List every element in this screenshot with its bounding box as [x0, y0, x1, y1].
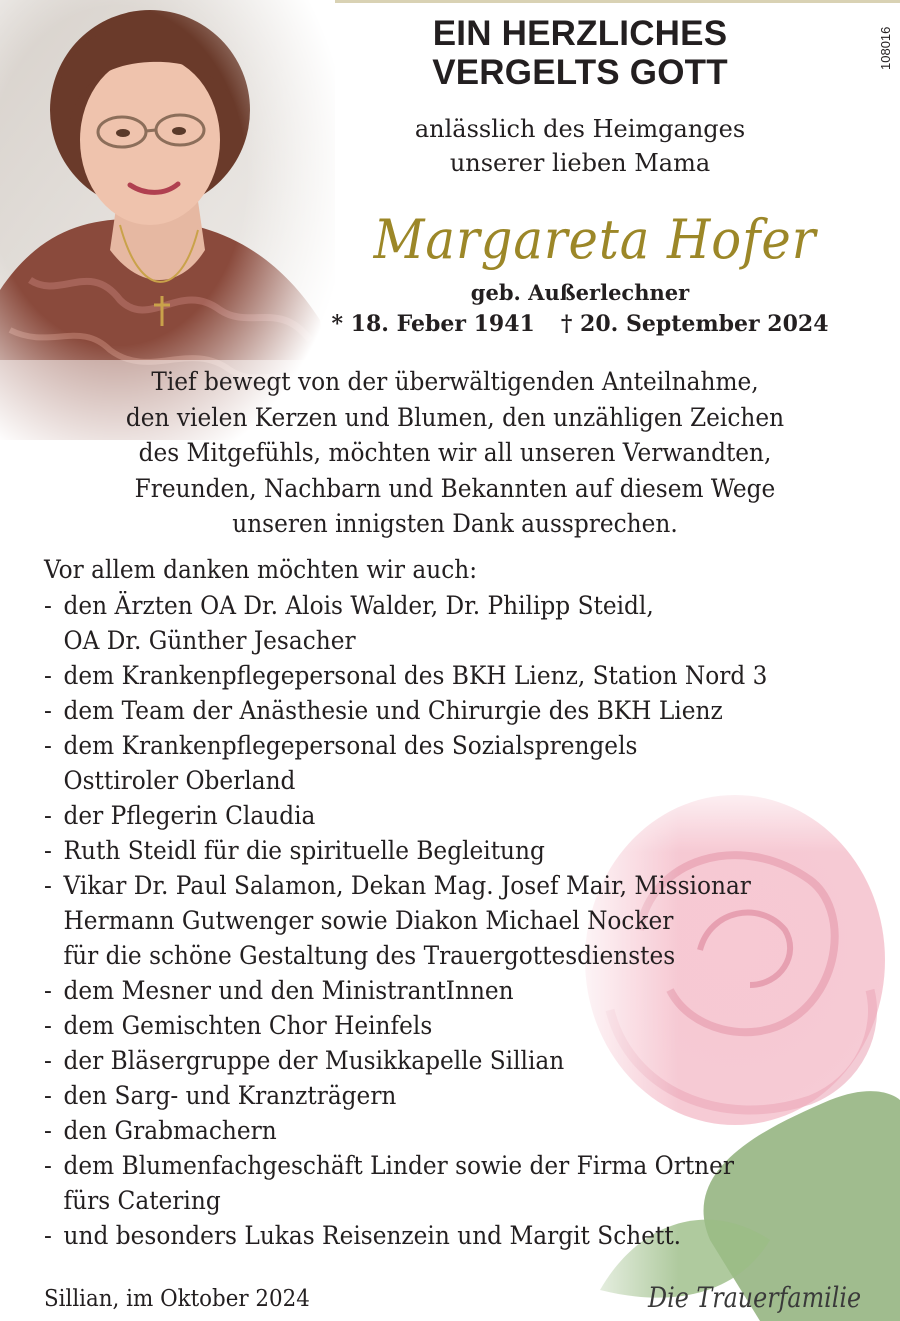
birth-name: geb. Außerlechner [470, 280, 690, 305]
list-item-line: dem Krankenpflegepersonal des Sozialsprengels [63, 731, 638, 760]
thanks-heading: Vor allem danken möchten wir auch: [44, 555, 478, 584]
list-item-line: dem Mesner und den MinistrantInnen [63, 976, 514, 1005]
list-item-line: der Bläsergruppe der Musikkapelle Sillian [63, 1046, 565, 1075]
place-date: Sillian, im Oktober 2024 [44, 1286, 310, 1312]
intro-line: Freunden, Nachbarn und Bekannten auf diesem Wege [134, 473, 776, 503]
list-dash: - [44, 1116, 52, 1145]
list-item-line: dem Blumenfachgeschäft Linder sowie der Firma Ortner [63, 1151, 735, 1180]
list-item [44, 973, 807, 1008]
list-item-line: Hermann Gutwenger sowie Diakon Michael Nocker [63, 906, 674, 935]
subline-line-2: unserer lieben Mama [449, 149, 711, 177]
list-item [44, 1113, 807, 1148]
list-item [44, 1043, 807, 1078]
list-dash: - [44, 836, 52, 865]
intro-line: unseren innigsten Dank aussprechen. [232, 509, 678, 538]
list-item [44, 1078, 807, 1113]
list-dash: - [44, 871, 52, 900]
list-item-line: der Pflegerin Claudia [63, 801, 316, 830]
intro-line: Tief bewegt von der überwältigenden Anteilnahme, [151, 367, 759, 396]
list-item-line: den Sarg- und Kranzträgern [63, 1081, 397, 1110]
intro-line: des Mitgefühls, möchten wir all unseren Verwandten, [138, 438, 772, 467]
headline [360, 14, 800, 92]
list-item [44, 658, 807, 693]
ad-code: 108016 [878, 26, 893, 70]
list-item-line: den Ärzten OA Dr. Alois Walder, Dr. Philipp Steidl, [63, 591, 654, 620]
headline-line-2: VERGELTS GOTT [432, 53, 728, 92]
list-dash: - [44, 801, 52, 830]
list-dash: - [44, 1011, 52, 1040]
list-item [44, 868, 807, 973]
list-item-line: dem Gemischten Chor Heinfels [63, 1011, 433, 1040]
list-item [44, 798, 807, 833]
headline-line-1: EIN HERZLICHES [432, 14, 728, 53]
list-item [44, 1008, 807, 1043]
birth-date: * 18. Feber 1941 [331, 311, 535, 337]
list-dash: - [44, 976, 52, 1005]
list-dash: - [44, 731, 52, 760]
list-dash: - [44, 661, 52, 690]
list-item-line: fürs Catering [63, 1186, 221, 1215]
deceased-name: Margareta Hofer [373, 208, 817, 271]
list-item-line: den Grabmachern [63, 1116, 277, 1145]
list-item-line: dem Krankenpflegepersonal des BKH Lienz, Station Nord 3 [63, 661, 768, 690]
list-dash: - [44, 696, 52, 725]
intro-text [69, 364, 841, 542]
list-dash: - [44, 1046, 52, 1075]
list-item-line: Vikar Dr. Paul Salamon, Dekan Mag. Josef Mair, Missionar [63, 871, 751, 900]
list-item [44, 1148, 807, 1218]
list-item [44, 693, 807, 728]
death-date: † 20. September 2024 [560, 311, 829, 337]
subline [360, 112, 800, 180]
list-item-line: und besonders Lukas Reisenzein und Margit Schett. [63, 1221, 682, 1250]
list-dash: - [44, 591, 52, 620]
list-item-line: dem Team der Anästhesie und Chirurgie des BKH Lienz [63, 696, 723, 725]
list-item [44, 833, 807, 868]
list-item [44, 1218, 807, 1253]
list-item [44, 728, 807, 798]
intro-line: den vielen Kerzen und Blumen, den unzähligen Zeichen [125, 402, 785, 432]
subline-line-1: anlässlich des Heimganges [414, 115, 746, 143]
life-dates [300, 311, 860, 337]
list-item [44, 588, 807, 658]
list-dash: - [44, 1151, 52, 1180]
list-item-line: Osttiroler Oberland [63, 766, 296, 795]
list-item-line: Ruth Steidl für die spirituelle Begleitung [63, 836, 545, 865]
list-item-line: OA Dr. Günther Jesacher [63, 626, 356, 655]
thanks-list [44, 588, 807, 1253]
list-dash: - [44, 1081, 52, 1110]
list-item-line: für die schöne Gestaltung des Trauergottesdienstes [63, 941, 676, 970]
signature: Die Trauerfamilie [648, 1281, 862, 1314]
list-dash: - [44, 1221, 52, 1250]
